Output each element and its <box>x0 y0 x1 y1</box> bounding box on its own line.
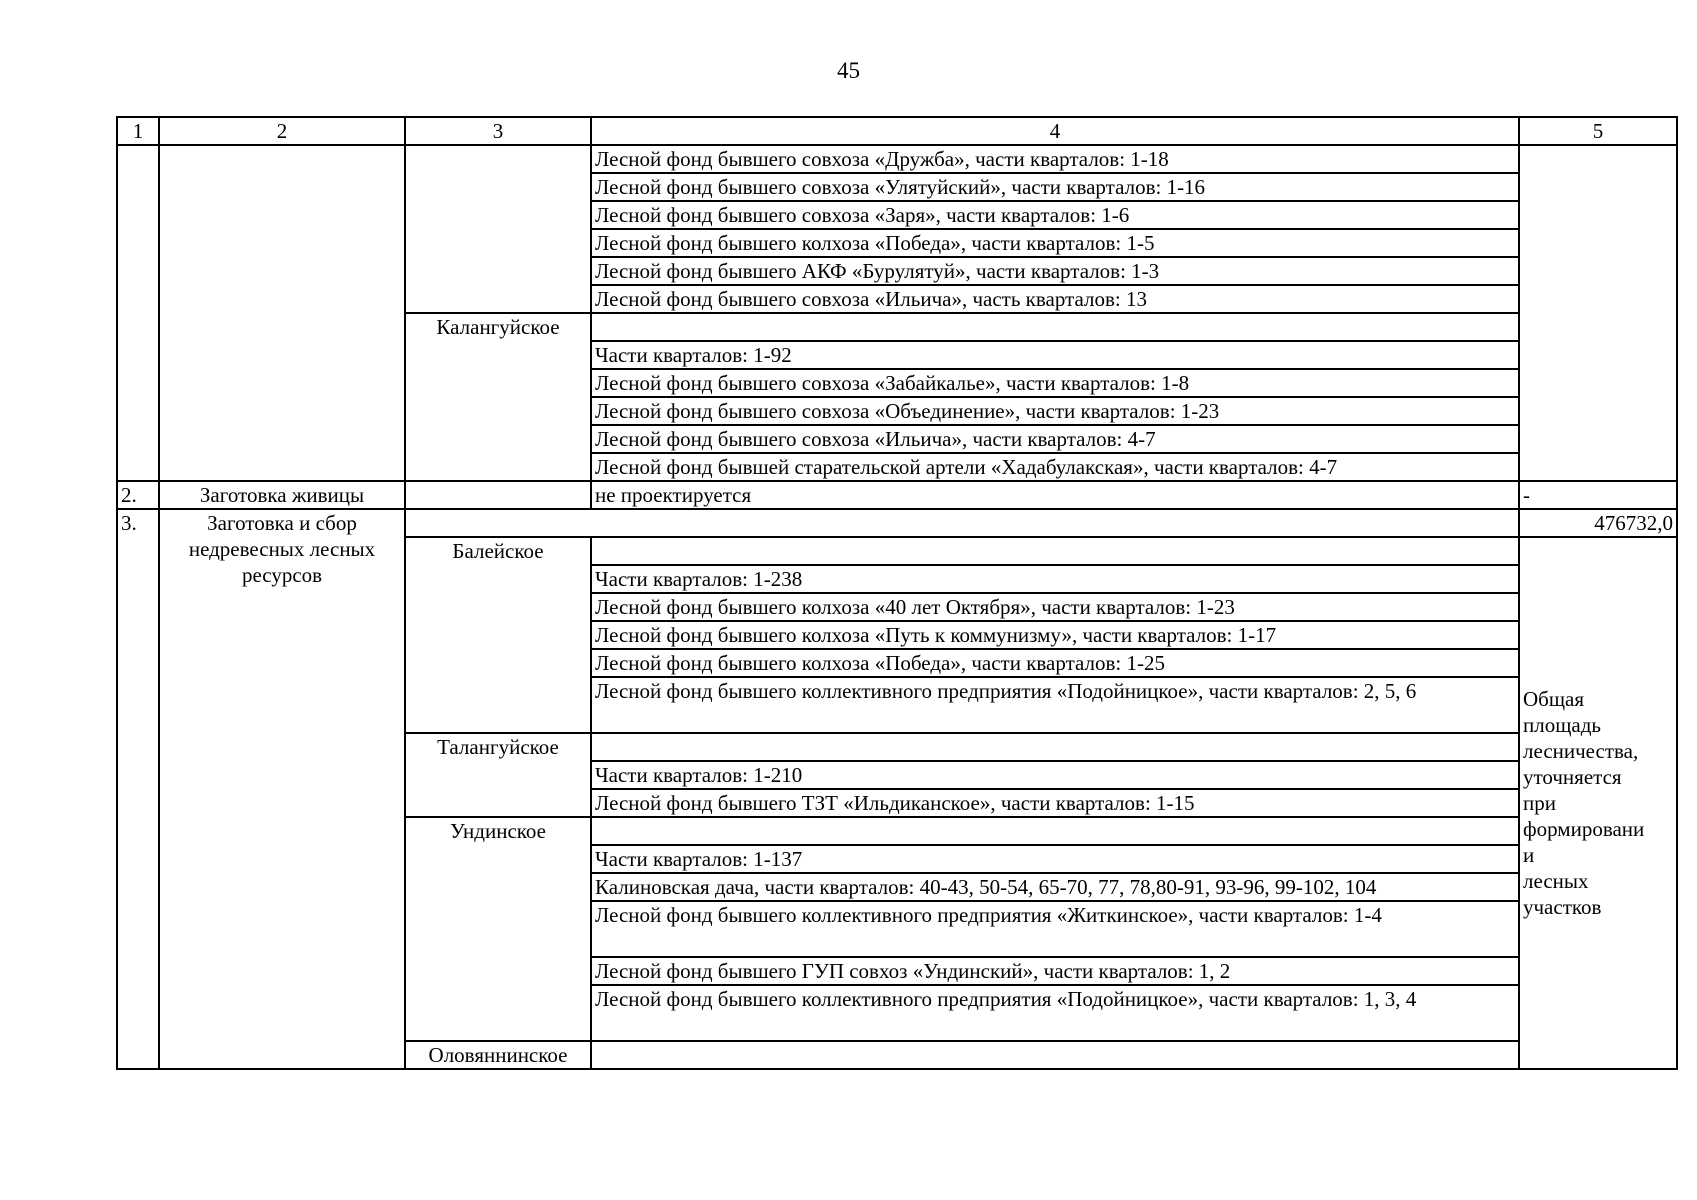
table-row <box>117 481 1677 509</box>
parcel-cell: Лесной фонд бывшего колхоза «Победа», части кварталов: 1-5 <box>591 229 1519 257</box>
header-col-2: 2 <box>159 117 405 145</box>
parcel-cell: Калиновская дача, части кварталов: 40-43, 50-54, 65-70, 77, 78,80-91, 93-96, 99-102, 104 <box>591 873 1519 901</box>
parcel-cell: Части кварталов: 1-210 <box>591 761 1519 789</box>
activity-cell <box>159 145 405 481</box>
parcel-cell: Лесной фонд бывшего колхоза «Победа», части кварталов: 1-25 <box>591 649 1519 677</box>
district-name-unda: Ундинское <box>405 817 591 1041</box>
parcel-cell: не проектируется <box>591 481 1519 509</box>
parcel-cell: Лесной фонд бывшего совхоза «Дружба», части кварталов: 1-18 <box>591 145 1519 173</box>
note-line: площадь <box>1523 713 1601 737</box>
parcel-cell: Лесной фонд бывшего коллективного предприятия «Подойницкое», части кварталов: 1, 3, 4 <box>591 985 1519 1041</box>
note-word: и <box>1523 843 1535 867</box>
parcel-cell: Лесной фонд бывшего коллективного предприятия «Житкинское», части кварталов: 1-4 <box>591 901 1519 957</box>
header-col-4: 4 <box>591 117 1519 145</box>
parcel-cell <box>591 817 1519 845</box>
row-number: 3. <box>117 509 159 1069</box>
note-line: уточняется <box>1523 765 1622 789</box>
parcel-cell: Лесной фонд бывшего АКФ «Бурулятуй», части кварталов: 1-3 <box>591 257 1519 285</box>
header-col-3: 3 <box>405 117 591 145</box>
note-line: при <box>1523 791 1556 815</box>
district-cell <box>405 145 591 313</box>
parcel-cell <box>591 537 1519 565</box>
area-value: - <box>1519 481 1677 509</box>
parcel-cell: Части кварталов: 1-92 <box>591 341 1519 369</box>
page-number: 45 <box>837 58 860 83</box>
parcel-cell: Лесной фонд бывшей старательской артели «Хадабулакская», части кварталов: 4-7 <box>591 453 1519 481</box>
area-note <box>1519 537 1677 1069</box>
note-word: лесных <box>1523 869 1589 893</box>
merged-cell <box>405 509 1519 537</box>
note-line: участков <box>1523 895 1602 919</box>
forest-resources-table <box>116 116 1678 1070</box>
parcel-cell: Лесной фонд бывшего совхоза «Объединение», части кварталов: 1-23 <box>591 397 1519 425</box>
parcel-cell: Лесной фонд бывшего совхоза «Ильича», части кварталов: 4-7 <box>591 425 1519 453</box>
parcel-cell: Части кварталов: 1-137 <box>591 845 1519 873</box>
area-value: 476732,0 <box>1519 509 1677 537</box>
activity-name: Заготовка живицы <box>159 481 405 509</box>
district-name-baley: Балейское <box>405 537 591 733</box>
table-row <box>117 145 1677 173</box>
activity-name: Заготовка и сбор недревесных лесных ресурсов <box>159 509 405 1069</box>
parcel-cell: Лесной фонд бывшего совхоза «Заря», части кварталов: 1-6 <box>591 201 1519 229</box>
parcel-cell <box>591 1041 1519 1069</box>
parcel-cell: Лесной фонд бывшего совхоза «Забайкалье», части кварталов: 1-8 <box>591 369 1519 397</box>
district-name-olov: Оловяннинское <box>405 1041 591 1069</box>
parcel-cell <box>591 313 1519 341</box>
row-number: 2. <box>117 481 159 509</box>
parcel-cell: Лесной фонд бывшего совхоза «Ильича», часть кварталов: 13 <box>591 285 1519 313</box>
district-name-talanguy: Талангуйское <box>405 733 591 817</box>
note-line <box>1523 842 1673 894</box>
parcel-cell: Лесной фонд бывшего ГУП совхоз «Ундинский», части кварталов: 1, 2 <box>591 957 1519 985</box>
area-cell <box>1519 145 1677 481</box>
header-col-1: 1 <box>117 117 159 145</box>
parcel-cell: Лесной фонд бывшего колхоза «40 лет Октября», части кварталов: 1-23 <box>591 593 1519 621</box>
header-col-5: 5 <box>1519 117 1677 145</box>
table-row <box>117 509 1677 537</box>
parcel-cell: Части кварталов: 1-238 <box>591 565 1519 593</box>
row-number-cell <box>117 145 159 481</box>
district-cell <box>405 481 591 509</box>
table-header-row <box>117 117 1677 145</box>
note-line: лесничества, <box>1523 739 1639 763</box>
district-name-kalanguy: Калангуйское <box>405 313 591 481</box>
note-line: формировани <box>1523 817 1645 841</box>
parcel-cell <box>591 733 1519 761</box>
parcel-cell: Лесной фонд бывшего колхоза «Путь к коммунизму», части кварталов: 1-17 <box>591 621 1519 649</box>
parcel-cell: Лесной фонд бывшего ТЗТ «Ильдиканское», части кварталов: 1-15 <box>591 789 1519 817</box>
parcel-cell: Лесной фонд бывшего коллективного предприятия «Подойницкое», части кварталов: 2, 5, 6 <box>591 677 1519 733</box>
note-line: Общая <box>1523 687 1585 711</box>
parcel-cell: Лесной фонд бывшего совхоза «Улятуйский», части кварталов: 1-16 <box>591 173 1519 201</box>
